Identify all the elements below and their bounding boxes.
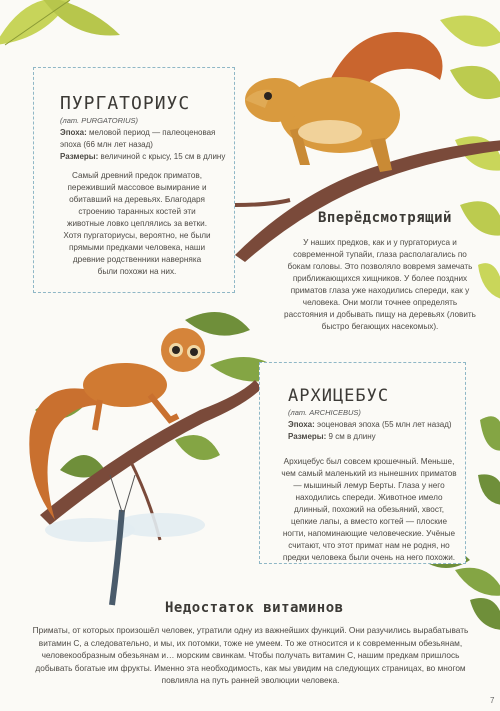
archicebus-title: АРХИЦЕБУС bbox=[288, 386, 390, 406]
purgatorius-latin: (лат. PURGATORIUS) bbox=[60, 116, 139, 125]
size-value: 9 см в длину bbox=[328, 432, 376, 441]
size-label: Размеры: bbox=[288, 432, 327, 441]
purgatorius-title: ПУРГАТОРИУС bbox=[60, 93, 191, 114]
purgatorius-era-2: эпоха (66 млн лет назад) bbox=[60, 140, 153, 149]
vitamins-text: Приматы, от которых произошёл человек, утратили одну из важнейших функций. Они разучились вырабатывать витамин C, а следовательно, и мы, их потомки, тоже не умеем. То же относится и к современным обезьянам, человекообразным обезьянам и… морским свинкам. Чтобы получать витамин C, нашим предкам пришлось добывать богатые им фрукты. Именно эта необходимость, как мы увидим на следующих страницах, во многом повлияла на путь ранней эволюции человека. bbox=[32, 625, 469, 686]
size-value: величиной с крысу, 15 см в длину bbox=[100, 152, 226, 161]
archicebus-latin: (лат. ARCHICEBUS) bbox=[288, 408, 361, 417]
purgatorius-text: Самый древний предок приматов, переживший массовое вымирание и обитавший на деревьях. Благодаря строению таранных костей эти животные ловко цеплялись за ветки. Хотя пургаториусы, вероятно, не были прямыми предками человека, наши древние родственники наверняка были похожи на них. bbox=[63, 171, 211, 276]
era-label: Эпоха: bbox=[288, 420, 315, 429]
archicebus-era bbox=[288, 419, 460, 431]
archicebus-text: Архицебус был совсем крошечный. Меньше, чем самый маленький из нынешних приматов — мышиный лемур Берты. Глаза у него находились спереди. Животное имело длинный, похожий на обезьяний, хвост, цепкие лапы, а вместо когтей — плоские ногти, напоминающие человеческие. Учёные считают, что этот примат нам не родня, но предки человека были очень на него похожи. bbox=[281, 457, 457, 562]
page-number: 7 bbox=[490, 696, 495, 705]
archicebus-size bbox=[288, 431, 376, 443]
forward-title: Вперёдсмотрящий bbox=[318, 210, 452, 226]
leaves-top-left bbox=[0, 0, 120, 45]
purgatorius-era bbox=[60, 127, 230, 139]
size-label: Размеры: bbox=[60, 152, 99, 161]
purgatorius-illustration bbox=[245, 32, 443, 172]
forward-text: У наших предков, как и у пургаториуса и современной тупайи, глаза располагались по бокам головы. Это позволяло вовремя замечать приближающихся хищников. У более поздних приматов глаза уже находились спереди, как у человека. Они могли точнее определять расстояния и добывать пищу на деревьях (ловить быстро бегающих насекомых). bbox=[284, 238, 476, 331]
era-value: эоценовая эпоха (55 млн лет назад) bbox=[317, 420, 452, 429]
vitamins-title: Недостаток витаминов bbox=[165, 600, 344, 616]
era-value: меловой период — палеоценовая bbox=[89, 128, 216, 137]
era-label: Эпоха: bbox=[60, 128, 87, 137]
purgatorius-size bbox=[60, 151, 235, 163]
